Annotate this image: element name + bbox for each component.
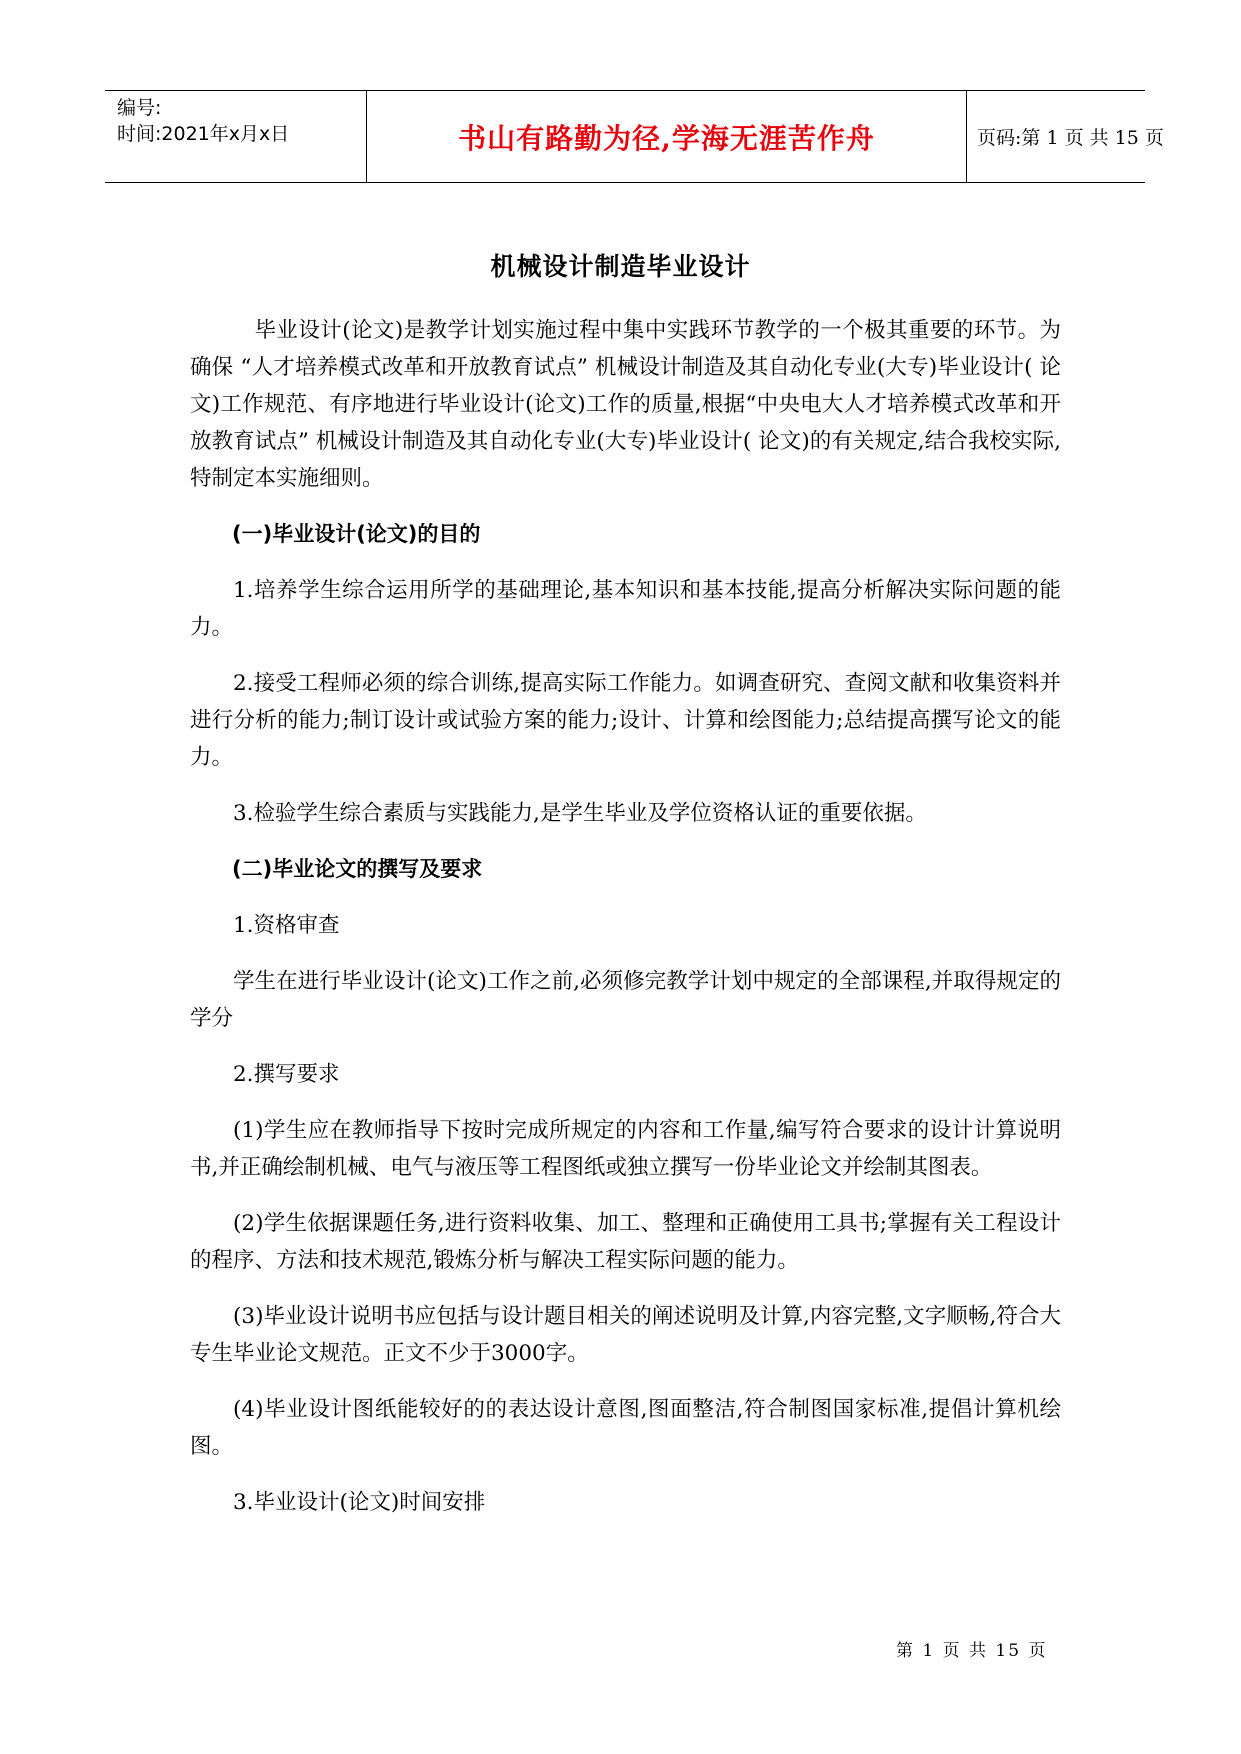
section-heading: (一)毕业设计(论文)的目的 bbox=[232, 522, 481, 546]
number-label: 编号: bbox=[117, 97, 162, 119]
header-motto-cell bbox=[367, 91, 967, 182]
page-header bbox=[105, 90, 1164, 183]
body-paragraph: 3.毕业设计(论文)时间安排 bbox=[233, 1490, 486, 1515]
body-paragraph: 2.接受工程师必须的综合训练,提高实际工作能力。如调查研究、查阅文献和收集资料并进行分析的能力;制订设计或试验方案的能力;设计、计算和绘图能力;总结提高撰写论文的能力。 bbox=[190, 671, 1061, 770]
page-number-label: 页码:第 1 页 共 15 页 bbox=[977, 127, 1164, 149]
motto: 书山有路勤为径,学海无涯苦作舟 bbox=[458, 122, 875, 155]
time-label: 时间:2021年x月x日 bbox=[117, 123, 290, 145]
document-body bbox=[190, 312, 1061, 1540]
body-paragraph: (4)毕业设计图纸能较好的的表达设计意图,图面整洁,符合制图国家标准,提倡计算机绘图。 bbox=[190, 1397, 1061, 1459]
body-paragraph: 3.检验学生综合素质与实践能力,是学生毕业及学位资格认证的重要依据。 bbox=[233, 801, 927, 826]
document-title: 机械设计制造毕业设计 bbox=[490, 252, 751, 281]
header-meta-cell bbox=[105, 91, 367, 182]
body-paragraph: 1.培养学生综合运用所学的基础理论,基本知识和基本技能,提高分析解决实际问题的能力。 bbox=[190, 578, 1061, 640]
header-page-cell bbox=[967, 91, 1164, 182]
body-paragraph: 2.撰写要求 bbox=[233, 1062, 340, 1087]
body-paragraph: (2)学生依据课题任务,进行资料收集、加工、整理和正确使用工具书;掌握有关工程设计的程序、方法和技术规范,锻炼分析与解决工程实际问题的能力。 bbox=[190, 1211, 1061, 1273]
body-paragraph: 1.资格审查 bbox=[233, 913, 340, 938]
body-paragraph: (1)学生应在教师指导下按时完成所规定的内容和工作量,编写符合要求的设计计算说明书,并正确绘制机械、电气与液压等工程图纸或独立撰写一份毕业论文并绘制其图表。 bbox=[190, 1118, 1061, 1180]
page-footer: 第 1 页 共 15 页 bbox=[896, 1641, 1048, 1661]
body-paragraph: (3)毕业设计说明书应包括与设计题目相关的阐述说明及计算,内容完整,文字顺畅,符合大专生毕业论文规范。正文不少于3000字。 bbox=[190, 1304, 1061, 1366]
intro-paragraph: 毕业设计(论文)是教学计划实施过程中集中实践环节教学的一个极其重要的环节。为确保 “人才培养模式改革和开放教育试点” 机械设计制造及其自动化专业(大专)毕业设计( 论文)工作规范、有序地进行毕业设计(论文)工作的质量,根据“中央电大人才培养模式改革和开放教育试点” 机械设计制造及其自动化专业(大专)毕业设计( 论文)的有关规定,结合我校实际,特制定本实施细则。 bbox=[190, 318, 1061, 491]
body-paragraph: 学生在进行毕业设计(论文)工作之前,必须修完教学计划中规定的全部课程,并取得规定的学分 bbox=[190, 969, 1061, 1031]
section-heading: (二)毕业论文的撰写及要求 bbox=[232, 857, 483, 881]
